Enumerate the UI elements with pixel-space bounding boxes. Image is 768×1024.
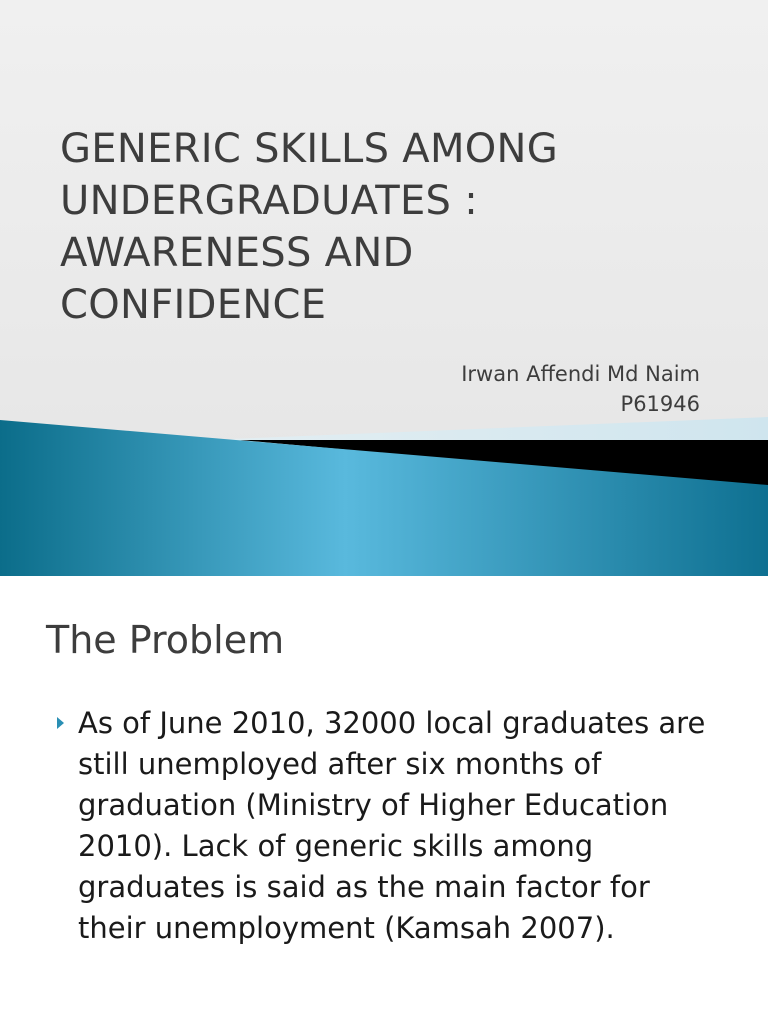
- arrow-bullet-icon: [57, 717, 64, 729]
- bullet-item: [0, 703, 718, 949]
- bullet-text: As of June 2010, 32000 local graduates are still unemployed after six months of graduation (Ministry of Higher Education 2010). Lack of generic skills among graduates is said as the main factor for their unemployment (Kamsah 2007).: [78, 706, 706, 945]
- student-id: P61946: [620, 392, 700, 416]
- content-slide: [0, 576, 768, 1024]
- author-name: Irwan Affendi Md Naim: [461, 362, 700, 386]
- decorative-swoosh: [0, 410, 768, 576]
- pale-band: [230, 417, 768, 443]
- slide-title: GENERIC SKILLS AMONG UNDERGRADUATES : AWARENESS AND CONFIDENCE: [60, 126, 559, 328]
- section-heading: The Problem: [46, 618, 285, 662]
- bullet-list: [0, 703, 718, 949]
